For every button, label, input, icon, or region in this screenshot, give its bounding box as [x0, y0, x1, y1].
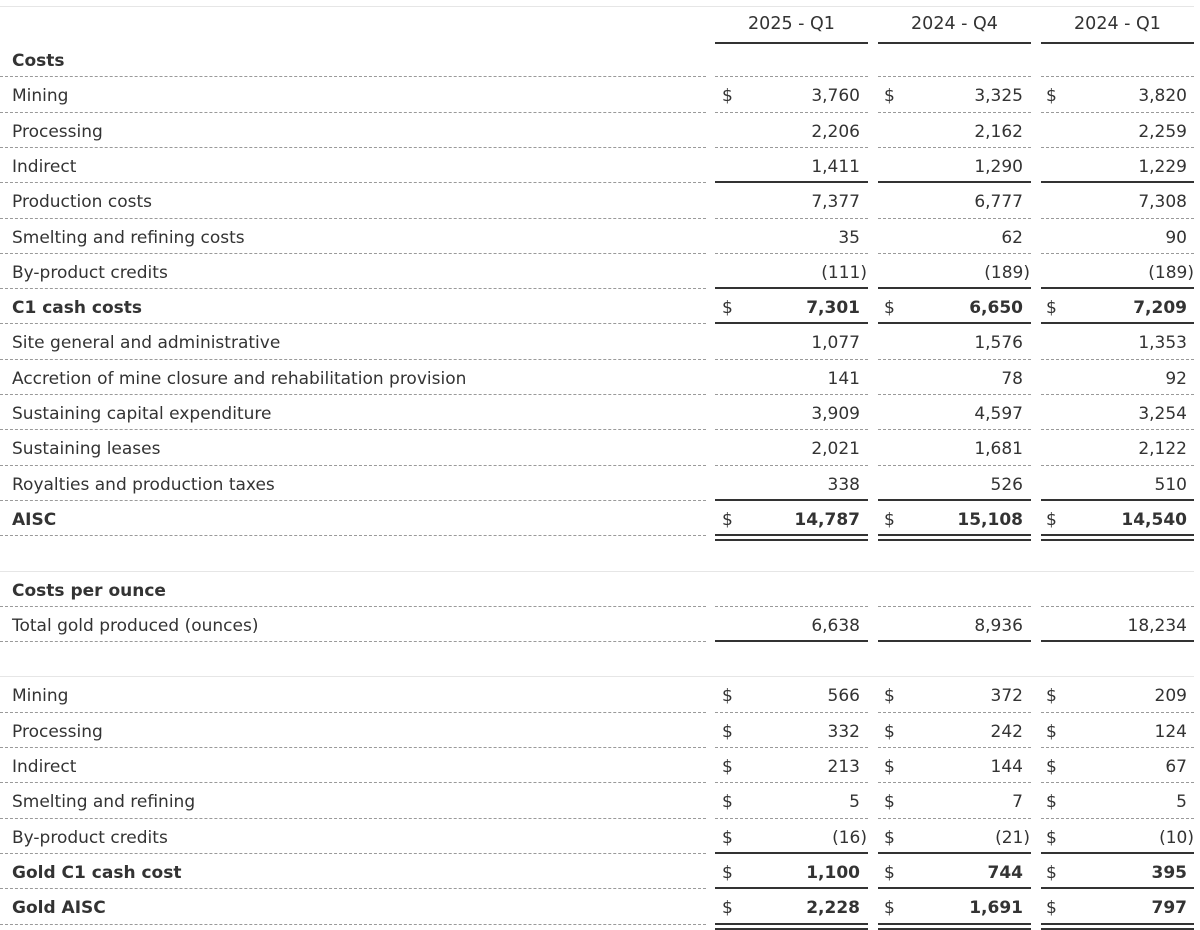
- cell-value: 1,077: [811, 333, 860, 354]
- column-divider: [715, 359, 868, 360]
- top-divider: [0, 6, 1194, 7]
- cell-value: 7,209: [1133, 298, 1187, 319]
- row-divider: [0, 818, 706, 819]
- row-label: Smelting and refining costs: [12, 227, 245, 248]
- column-divider: [878, 712, 1031, 713]
- cell-value: 2,122: [1138, 439, 1187, 460]
- row-label: Royalties and production taxes: [12, 474, 275, 495]
- column-divider: [715, 181, 868, 183]
- currency-symbol: $: [722, 898, 733, 919]
- column-divider: [1041, 782, 1194, 783]
- cell-value: 2,259: [1138, 121, 1187, 142]
- cell-value: (189): [984, 262, 1030, 283]
- column-divider: [1041, 76, 1194, 77]
- currency-symbol: $: [1046, 827, 1057, 848]
- cell-value: 6,638: [811, 615, 860, 636]
- currency-symbol: $: [722, 86, 733, 107]
- cell-value: 1,100: [806, 862, 860, 883]
- row-label: Smelting and refining: [12, 792, 196, 813]
- cell-value: 35: [838, 227, 860, 248]
- column-divider: [715, 465, 868, 466]
- cell-value: 1,290: [974, 156, 1023, 177]
- column-divider: [878, 429, 1031, 430]
- currency-symbol: $: [722, 827, 733, 848]
- column-divider: [715, 322, 868, 324]
- cell-value: (16): [832, 827, 867, 848]
- currency-symbol: $: [1046, 862, 1057, 883]
- cell-value: 90: [1165, 227, 1187, 248]
- row-divider: [0, 76, 706, 77]
- currency-symbol: $: [884, 792, 895, 813]
- row-divider: [0, 712, 706, 713]
- column-divider: [715, 712, 868, 713]
- section-heading: [0, 573, 1200, 608]
- column-divider: [715, 499, 868, 501]
- column-divider: [715, 852, 868, 854]
- table-row: [0, 325, 1200, 360]
- cell-value: 3,254: [1138, 404, 1187, 424]
- cell-value: 6,777: [974, 192, 1023, 213]
- table-row: [0, 784, 1200, 819]
- column-divider: [878, 359, 1031, 360]
- cell-value: 3,820: [1138, 86, 1187, 107]
- currency-symbol: $: [884, 721, 895, 742]
- cell-value: 7,308: [1138, 192, 1187, 213]
- column-divider: [1041, 394, 1194, 395]
- cell-value: (111): [821, 262, 867, 283]
- column-divider: [1041, 322, 1194, 324]
- row-divider: [0, 571, 1194, 572]
- column-divider: [878, 782, 1031, 783]
- column-divider: [715, 782, 868, 783]
- table-row: [0, 714, 1200, 749]
- cell-value: 5: [1176, 792, 1187, 813]
- cell-value: 3,909: [811, 404, 860, 424]
- column-divider: [878, 747, 1031, 748]
- table-row: [0, 855, 1200, 890]
- row-label: Total gold produced (ounces): [12, 615, 259, 636]
- currency-symbol: $: [1046, 686, 1057, 707]
- cell-value: 209: [1154, 686, 1187, 707]
- row-label: By-product credits: [12, 262, 168, 283]
- currency-symbol: $: [884, 827, 895, 848]
- cell-value: 2,021: [811, 439, 860, 460]
- row-label: Mining: [12, 686, 69, 707]
- row-divider: [0, 112, 706, 113]
- column-divider: [1041, 147, 1194, 148]
- column-divider: [878, 76, 1031, 77]
- cell-value: 1,353: [1138, 333, 1187, 354]
- row-divider: [0, 535, 706, 536]
- row-label: Sustaining leases: [12, 439, 161, 460]
- column-divider: [878, 287, 1031, 289]
- cell-value: 2,206: [811, 121, 860, 142]
- column-divider: [1041, 359, 1194, 360]
- row-divider: [0, 182, 706, 183]
- table-row: [0, 678, 1200, 713]
- currency-symbol: $: [1046, 86, 1057, 107]
- table-row: [0, 467, 1200, 502]
- row-label: C1 cash costs: [12, 298, 143, 319]
- currency-symbol: $: [884, 898, 895, 919]
- currency-symbol: $: [722, 509, 733, 530]
- cell-value: 3,325: [974, 86, 1023, 107]
- cell-value: 1,229: [1138, 156, 1187, 177]
- cell-value: 124: [1154, 721, 1187, 742]
- column-divider: [1041, 818, 1194, 819]
- column-divider: [715, 394, 868, 395]
- currency-symbol: $: [884, 509, 895, 530]
- column-divider: [1041, 606, 1194, 607]
- cell-value: 2,228: [806, 898, 860, 919]
- row-label: Processing: [12, 121, 103, 142]
- column-divider: [715, 887, 868, 889]
- cell-value: 566: [827, 686, 860, 707]
- cell-value: 526: [990, 474, 1023, 495]
- spacer-row: [0, 537, 1200, 572]
- column-divider: [715, 606, 868, 607]
- row-label: Indirect: [12, 757, 77, 777]
- row-divider: [0, 465, 706, 466]
- column-divider: [1041, 429, 1194, 430]
- currency-symbol: $: [1046, 757, 1057, 777]
- currency-symbol: $: [1046, 721, 1057, 742]
- table-row: [0, 608, 1200, 643]
- cell-value: 15,108: [957, 509, 1023, 530]
- table-row: [0, 149, 1200, 184]
- row-label: Production costs: [12, 192, 152, 213]
- currency-symbol: $: [722, 792, 733, 813]
- currency-symbol: $: [884, 298, 895, 319]
- currency-symbol: $: [1046, 792, 1057, 813]
- cell-value: 14,540: [1121, 509, 1187, 530]
- row-divider: [0, 606, 706, 607]
- row-divider: [0, 218, 706, 219]
- row-divider: [0, 253, 706, 254]
- column-divider: [878, 112, 1031, 113]
- currency-symbol: $: [722, 862, 733, 883]
- column-header-2024-q4: 2024 - Q4: [878, 6, 1031, 44]
- cell-value: (189): [1148, 262, 1194, 283]
- column-divider: [878, 147, 1031, 148]
- spacer-row: [0, 643, 1200, 678]
- cell-value: 332: [827, 721, 860, 742]
- total-underline: [878, 923, 1031, 930]
- cell-value: (10): [1159, 827, 1194, 848]
- cell-value: 242: [990, 721, 1023, 742]
- column-divider: [715, 287, 868, 289]
- table-row: [0, 184, 1200, 219]
- column-divider: [715, 429, 868, 430]
- column-divider: [878, 640, 1031, 642]
- cell-value: 4,597: [974, 404, 1023, 424]
- row-divider: [0, 924, 706, 925]
- column-divider: [1041, 712, 1194, 713]
- column-divider: [1041, 287, 1194, 289]
- row-label: Costs per ounce: [12, 580, 166, 601]
- column-divider: [878, 181, 1031, 183]
- cell-value: 18,234: [1127, 615, 1187, 636]
- row-label: Site general and administrative: [12, 333, 281, 354]
- table-row: [0, 890, 1200, 925]
- cell-value: 7: [1012, 792, 1023, 813]
- table-row: [0, 255, 1200, 290]
- row-divider: [0, 641, 706, 642]
- cell-value: 372: [990, 686, 1023, 707]
- column-divider: [1041, 181, 1194, 183]
- table-row: [0, 78, 1200, 113]
- row-divider: [0, 429, 706, 430]
- total-underline: [715, 923, 868, 930]
- row-divider: [0, 747, 706, 748]
- currency-symbol: $: [1046, 898, 1057, 919]
- row-divider: [0, 147, 706, 148]
- cell-value: 141: [827, 368, 860, 389]
- table-row: [0, 431, 1200, 466]
- cell-value: 62: [1001, 227, 1023, 248]
- cell-value: 14,787: [794, 509, 860, 530]
- currency-symbol: $: [1046, 509, 1057, 530]
- cell-value: 6,650: [969, 298, 1023, 319]
- column-divider: [1041, 852, 1194, 854]
- cell-value: 7,377: [811, 192, 860, 213]
- row-label: Costs: [12, 51, 65, 71]
- column-divider: [1041, 218, 1194, 219]
- cell-value: 2,162: [974, 121, 1023, 142]
- row-label: Sustaining capital expenditure: [12, 404, 272, 424]
- column-divider: [1041, 640, 1194, 642]
- row-divider: [0, 359, 706, 360]
- table-row: [0, 361, 1200, 396]
- currency-symbol: $: [722, 721, 733, 742]
- table-row: [0, 820, 1200, 855]
- cell-value: (21): [995, 827, 1030, 848]
- column-header-2024-q1: 2024 - Q1: [1041, 6, 1194, 44]
- row-label: Accretion of mine closure and rehabilitation provision: [12, 368, 467, 389]
- cell-value: 3,760: [811, 86, 860, 107]
- row-label: Processing: [12, 721, 103, 742]
- column-divider: [715, 147, 868, 148]
- row-label: Gold AISC: [12, 898, 106, 919]
- currency-symbol: $: [722, 298, 733, 319]
- column-divider: [878, 499, 1031, 501]
- cell-value: 5: [849, 792, 860, 813]
- table-row: [0, 220, 1200, 255]
- currency-symbol: $: [1046, 298, 1057, 319]
- column-divider: [1041, 887, 1194, 889]
- column-divider: [715, 76, 868, 77]
- column-divider: [715, 747, 868, 748]
- row-label: AISC: [12, 509, 57, 530]
- column-divider: [878, 218, 1031, 219]
- row-label: Indirect: [12, 156, 77, 177]
- column-divider: [878, 465, 1031, 466]
- column-divider: [878, 852, 1031, 854]
- currency-symbol: $: [722, 686, 733, 707]
- column-divider: [715, 818, 868, 819]
- column-divider: [878, 887, 1031, 889]
- cell-value: 78: [1001, 368, 1023, 389]
- cell-value: 92: [1165, 368, 1187, 389]
- column-divider: [878, 322, 1031, 324]
- column-divider: [1041, 112, 1194, 113]
- row-divider: [0, 782, 706, 783]
- table-row: [0, 114, 1200, 149]
- column-divider: [1041, 747, 1194, 748]
- cell-value: 338: [827, 474, 860, 495]
- column-divider: [715, 218, 868, 219]
- column-divider: [1041, 253, 1194, 254]
- total-underline: [1041, 923, 1194, 930]
- column-divider: [1041, 499, 1194, 501]
- cell-value: 395: [1151, 862, 1187, 883]
- currency-symbol: $: [884, 757, 895, 777]
- currency-symbol: $: [884, 86, 895, 107]
- row-divider: [0, 853, 706, 854]
- section-heading: [0, 43, 1200, 78]
- cell-value: 744: [987, 862, 1023, 883]
- cell-value: 1,691: [969, 898, 1023, 919]
- row-divider: [0, 888, 706, 889]
- column-divider: [878, 253, 1031, 254]
- cell-value: 797: [1151, 898, 1187, 919]
- column-divider: [878, 394, 1031, 395]
- row-divider: [0, 288, 706, 289]
- row-label: By-product credits: [12, 827, 168, 848]
- cell-value: 213: [827, 757, 860, 777]
- row-label: Mining: [12, 86, 69, 107]
- column-divider: [715, 640, 868, 642]
- currency-symbol: $: [722, 757, 733, 777]
- cell-value: 8,936: [974, 615, 1023, 636]
- row-label: Gold C1 cash cost: [12, 862, 182, 883]
- row-divider: [0, 394, 706, 395]
- cell-value: 510: [1154, 474, 1187, 495]
- table-row: [0, 396, 1200, 431]
- cell-value: 1,411: [811, 156, 860, 177]
- currency-symbol: $: [884, 686, 895, 707]
- column-divider: [715, 253, 868, 254]
- column-divider: [715, 112, 868, 113]
- row-divider: [0, 500, 706, 501]
- table-row: [0, 290, 1200, 325]
- currency-symbol: $: [884, 862, 895, 883]
- row-divider: [0, 323, 706, 324]
- column-header-2025-q1: 2025 - Q1: [715, 6, 868, 44]
- column-divider: [878, 606, 1031, 607]
- row-divider: [0, 676, 1194, 677]
- cell-value: 144: [990, 757, 1023, 777]
- column-divider: [1041, 465, 1194, 466]
- cell-value: 67: [1165, 757, 1187, 777]
- table-row: [0, 502, 1200, 537]
- cell-value: 7,301: [806, 298, 860, 319]
- cell-value: 1,576: [974, 333, 1023, 354]
- table-row: [0, 749, 1200, 784]
- cell-value: 1,681: [974, 439, 1023, 460]
- column-divider: [878, 818, 1031, 819]
